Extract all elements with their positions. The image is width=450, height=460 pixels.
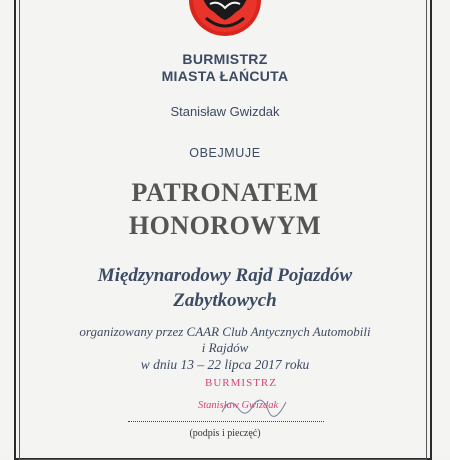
verb-line: OBEJMUJE xyxy=(189,146,261,160)
event-date: w dniu 13 – 22 lipca 2017 roku xyxy=(140,357,310,372)
signature-caption: (podpis i pieczęć) xyxy=(189,428,261,439)
office-title-line1: BURMISTRZ xyxy=(182,51,268,67)
patronage-heading-line2: HONOROWYM xyxy=(128,211,322,240)
stamp-signature-name: Stanisław Gwizdak xyxy=(198,400,279,411)
signature-line xyxy=(128,421,324,422)
event-name-line1: Międzynarodowy Rajd Pojazdów xyxy=(97,265,353,286)
patronage-heading-line1: PATRONATEM xyxy=(131,178,319,207)
event-name-line2: Zabytkowych xyxy=(173,290,277,311)
organizer-line1: organizowany przez CAAR Club Antycznych Automobili xyxy=(79,324,371,339)
office-title-line2: MIASTA ŁAŃCUTA xyxy=(161,68,289,84)
city-coat-of-arms-icon xyxy=(184,0,266,38)
organizer-line2: i Rajdów xyxy=(201,340,249,355)
mayor-name: Stanisław Gwizdak xyxy=(170,104,280,119)
stamp-title: BURMISTRZ xyxy=(205,377,277,389)
